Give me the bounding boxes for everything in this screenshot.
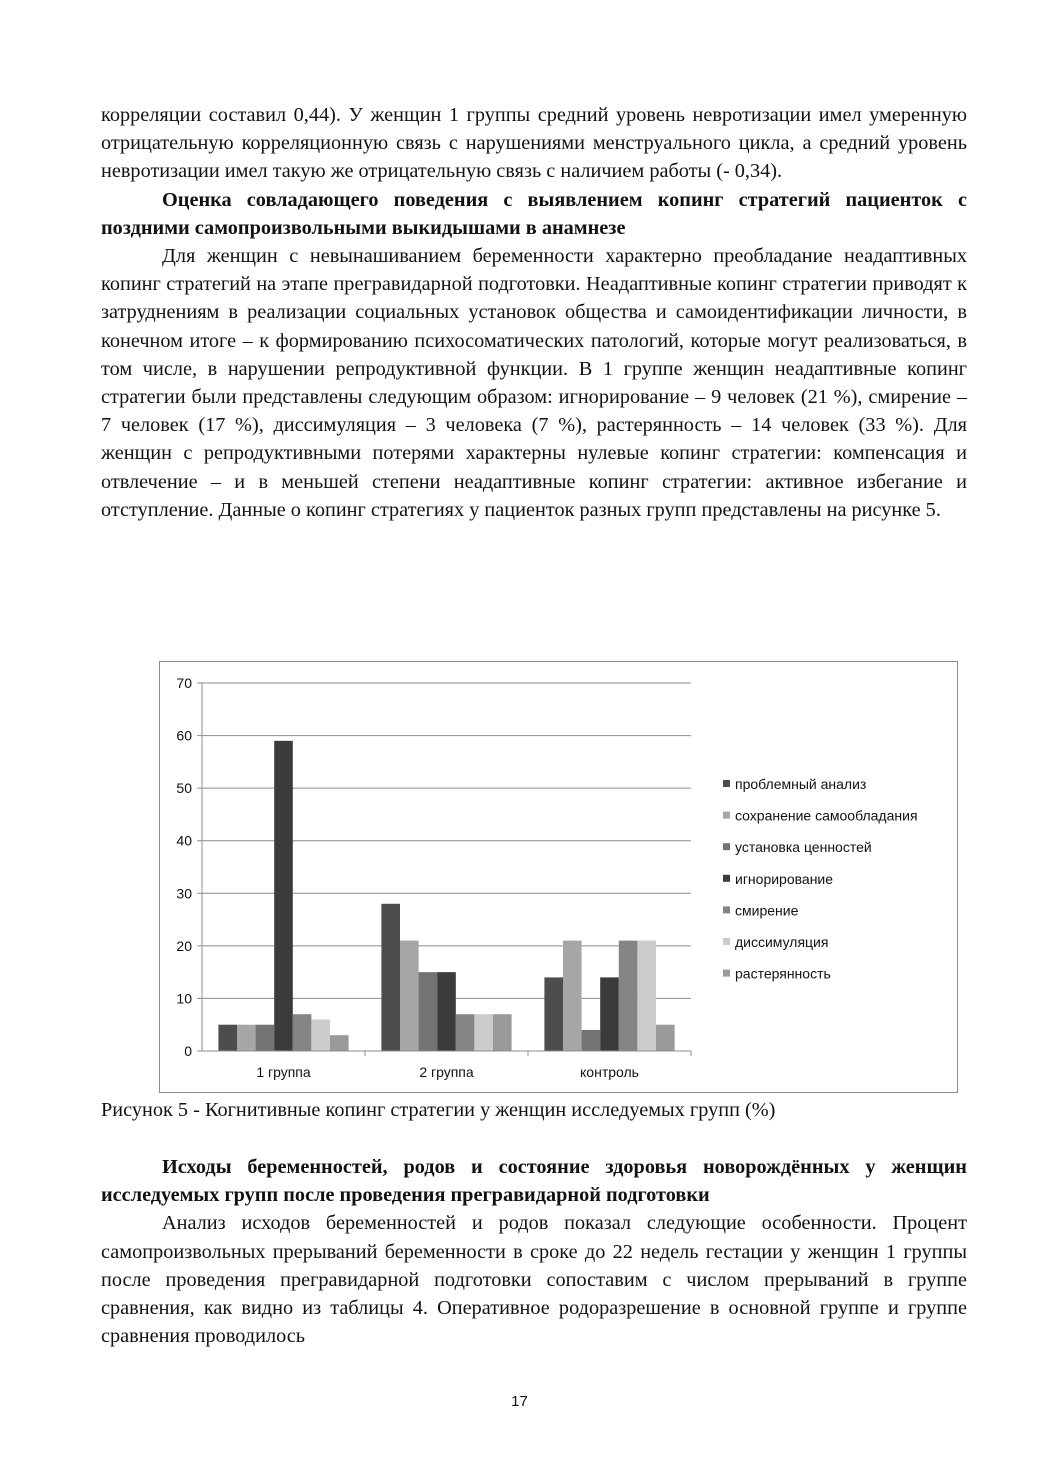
- legend-swatch-1: [723, 780, 730, 787]
- legend-label-3: установка ценностей: [735, 839, 872, 856]
- legend-label-6: диссимуляция: [735, 934, 829, 950]
- bar-1-1: [218, 1025, 237, 1051]
- bar-1-4: [274, 741, 293, 1051]
- figure-caption: Рисунок 5 - Когнитивные копинг стратегии у женщин исследуемых групп (%): [101, 1099, 776, 1121]
- y-tick-label-50: 50: [176, 780, 192, 797]
- bar-1-2: [237, 1025, 256, 1051]
- y-tick-label-60: 60: [176, 727, 192, 744]
- bottom-text-block: [101, 1153, 967, 1350]
- legend-label-1: проблемный анализ: [735, 776, 867, 792]
- bar-1-3: [256, 1025, 275, 1051]
- bar-2-6: [474, 1014, 493, 1051]
- legend-label-4: игнорирование: [735, 870, 834, 887]
- bar-2-4: [437, 972, 456, 1051]
- top-text-block: [101, 101, 967, 524]
- legend-swatch-3: [723, 843, 730, 850]
- bar-3-2: [563, 941, 582, 1051]
- paragraph-coping-strategies: Для женщин с невынашиванием беременности характерно преобладание неадаптивных копинг стратегий на этапе прегравидарной подготовки. Неадаптивные копинг стратегии приводят к затруднениям в реализации социальных установок общества и самоидентификации личности, в конечном итоге – к формированию психосоматических патологий, которые могут реализоваться, в том числе, в нарушении репродуктивной функции. В 1 группе женщин неадаптивные копинг стратегии были представлены следующим образом: игнорирование – 9 человек (21 %), смирение – 7 человек (17 %), диссимуляция – 3 человека (7 %), растерянность – 14 человек (33 %). Для женщин с репродуктивными потерями характерны нулевые копинг стратегии: компенсация и отвлечение – и в меньшей степени неадаптивные копинг стратегии: активное избегание и отступление. Данные о копинг стратегиях у пациенток разных групп представлены на рисунке 5.: [101, 245, 967, 521]
- legend-swatch-4: [723, 875, 730, 882]
- bar-3-1: [544, 977, 563, 1051]
- y-tick-label-30: 30: [176, 885, 192, 902]
- legend-swatch-2: [723, 812, 730, 819]
- y-tick-label-10: 10: [176, 990, 192, 1007]
- bar-2-7: [493, 1014, 512, 1051]
- bar-2-5: [456, 1014, 475, 1051]
- legend-label-2: сохранение самообладания: [735, 807, 918, 824]
- bar-1-7: [330, 1035, 349, 1051]
- legend-label-5: смирение: [735, 902, 799, 919]
- legend-swatch-6: [723, 938, 730, 945]
- section-heading-coping: Оценка совладающего поведения с выявлением копинг стратегий пациенток с поздними самопроизвольными выкидышами в анамнезе: [101, 188, 967, 239]
- y-tick-label-40: 40: [176, 832, 192, 849]
- bar-1-5: [293, 1014, 312, 1051]
- bar-3-7: [656, 1025, 675, 1051]
- y-tick-label-70: 70: [176, 675, 192, 691]
- bar-3-3: [582, 1030, 601, 1051]
- legend-label-7: растерянность: [735, 965, 831, 982]
- page-number: 17: [511, 1393, 528, 1410]
- paragraph-correlation: корреляции составил 0,44). У женщин 1 группы средний уровень невротизации имел умеренную отрицательную корреляционную связь с нарушениями менструального цикла, а средний уровень невротизации имел такую же отрицательную связь с наличием работы (- 0,34).: [101, 104, 967, 183]
- paragraph-outcomes: Анализ исходов беременностей и родов показал следующие особенности. Процент самопроизвольных прерываний беременности в сроке до 22 недель гестации у женщин 1 группы после проведения прегравидарной подготовки сопоставим с числом прерываний в группе сравнения, как видно из таблицы 4. Оперативное родоразрешение в основной группе и группе сравнения проводилось: [101, 1212, 967, 1348]
- x-tick-label-1: 1 группа: [256, 1064, 311, 1080]
- legend-swatch-5: [723, 906, 730, 913]
- x-tick-label-3: контроль: [580, 1064, 639, 1080]
- y-tick-label-0: 0: [184, 1043, 192, 1059]
- bar-3-6: [637, 941, 656, 1051]
- x-tick-label-2: 2 группа: [419, 1064, 474, 1080]
- bar-3-5: [619, 941, 638, 1051]
- section-heading-outcomes: Исходы беременностей, родов и состояние здоровья новорождённых у женщин исследуемых групп после проведения прегравидарной подготовки: [101, 1156, 967, 1207]
- bar-2-2: [400, 941, 419, 1051]
- bar-1-6: [311, 1019, 330, 1051]
- figure-5-chart: [159, 661, 958, 1093]
- bar-3-4: [600, 977, 619, 1051]
- bar-2-1: [381, 904, 400, 1051]
- bar-chart-svg: [160, 662, 957, 1092]
- y-tick-label-20: 20: [176, 937, 192, 954]
- bar-2-3: [419, 972, 438, 1051]
- legend-swatch-7: [723, 970, 730, 977]
